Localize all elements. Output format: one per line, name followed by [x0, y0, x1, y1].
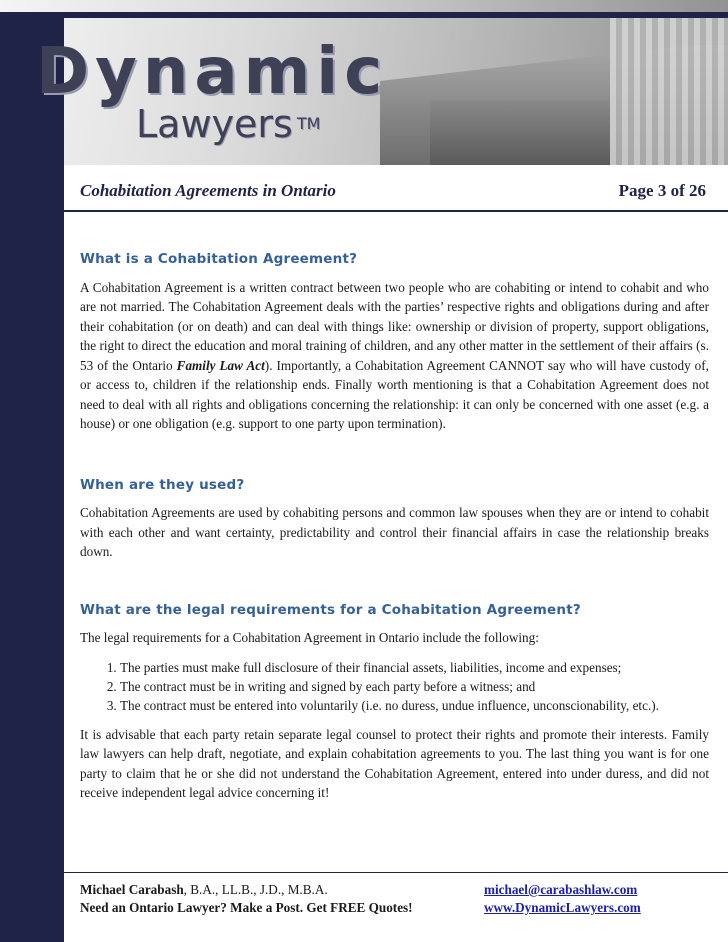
requirements-list: [80, 658, 709, 715]
body-text: ). Importantly, a Cohabitation Agreement CANNOT say who will have custody of, or access to, children if the relationship ends. Finally worth mentioning is that a Cohabitation Agreement does not need to deal with all rights and obligations concerning the relationship: it can only be concerned with one asset (e.g. a house) or one obligation (e.g. support to one party upon termination).: [80, 357, 709, 431]
section-intro: The legal requirements for a Cohabitation Agreement in Ontario include the following:: [80, 630, 539, 645]
section-legal-requirements: [80, 601, 709, 803]
email-link[interactable]: michael@carabashlaw.com: [484, 882, 638, 897]
list-item: 3. The contract must be entered into voluntarily (i.e. no duress, undue influence, unconscionability, etc.).: [120, 696, 709, 715]
logo-line2-text: Lawyers: [136, 102, 293, 146]
footer-row: [80, 899, 680, 917]
body-text: A Cohabitation Agreement is a written contract between two people who are cohabiting or intend to cohabit and who are not married. The Cohabitation Agreement deals with the parties’ respective rights and obligations during and after their cohabitation (or on death) and can deal with things like: ownership or division of property, support obligations, the right to direct the education and moral training of children, and any other matter in the settlement of their affairs (s. 53 of the Ontario: [80, 279, 709, 373]
logo-line1: Dynamic: [36, 35, 389, 109]
act-name: Family Law Act: [176, 357, 265, 373]
trademark: TM: [296, 114, 321, 133]
section-heading: When are they used?: [80, 476, 245, 493]
logo: [36, 35, 389, 146]
page-number: Page 3 of 26: [618, 181, 706, 200]
page-header: [80, 181, 706, 201]
section-closing: It is advisable that each party retain separate legal counsel to protect their rights and promote their interests. Family law lawyers can help draft, negotiate, and explain cohabitation agreements to you. The last thing you want is for one party to claim that he or she did not understand the Cohabitation Agreement, entered into under duress, and did not receive independent legal advice concerning it!: [80, 726, 709, 800]
tagline: Need an Ontario Lawyer? Make a Post. Get FREE Quotes!: [80, 900, 413, 915]
section-body: [80, 278, 709, 434]
section-when-used: [80, 476, 709, 562]
footer-row: [80, 881, 680, 899]
section-heading: What are the legal requirements for a Cohabitation Agreement?: [80, 601, 581, 618]
list-item: 2. The contract must be in writing and signed by each party before a witness; and: [120, 677, 709, 696]
author-name: Michael Carabash: [80, 882, 184, 897]
section-what-is: [80, 250, 709, 434]
footer-divider: [64, 872, 728, 873]
column-graphic: [610, 18, 728, 165]
page-footer: [80, 881, 680, 917]
website-link[interactable]: www.DynamicLawyers.com: [484, 900, 641, 915]
section-heading: What is a Cohabitation Agreement?: [80, 251, 358, 267]
author-credentials: , B.A., LL.B., J.D., M.B.A.: [183, 882, 328, 897]
logo-line2: [136, 104, 388, 144]
header-banner: [0, 0, 728, 165]
left-rail: [0, 165, 64, 942]
section-body: Cohabitation Agreements are used by cohabiting persons and common law spouses when they are or intend to cohabit with each other and want certainty, predictability and control their financial affairs in case the relationship breaks down.: [80, 505, 709, 559]
header-divider: [64, 210, 728, 212]
document-title: Cohabitation Agreements in Ontario: [80, 181, 336, 200]
top-bar: [64, 12, 728, 18]
author: [80, 881, 328, 899]
main-content: [80, 250, 709, 803]
list-item: 1. The parties must make full disclosure of their financial assets, liabilities, income and expenses;: [120, 658, 709, 677]
